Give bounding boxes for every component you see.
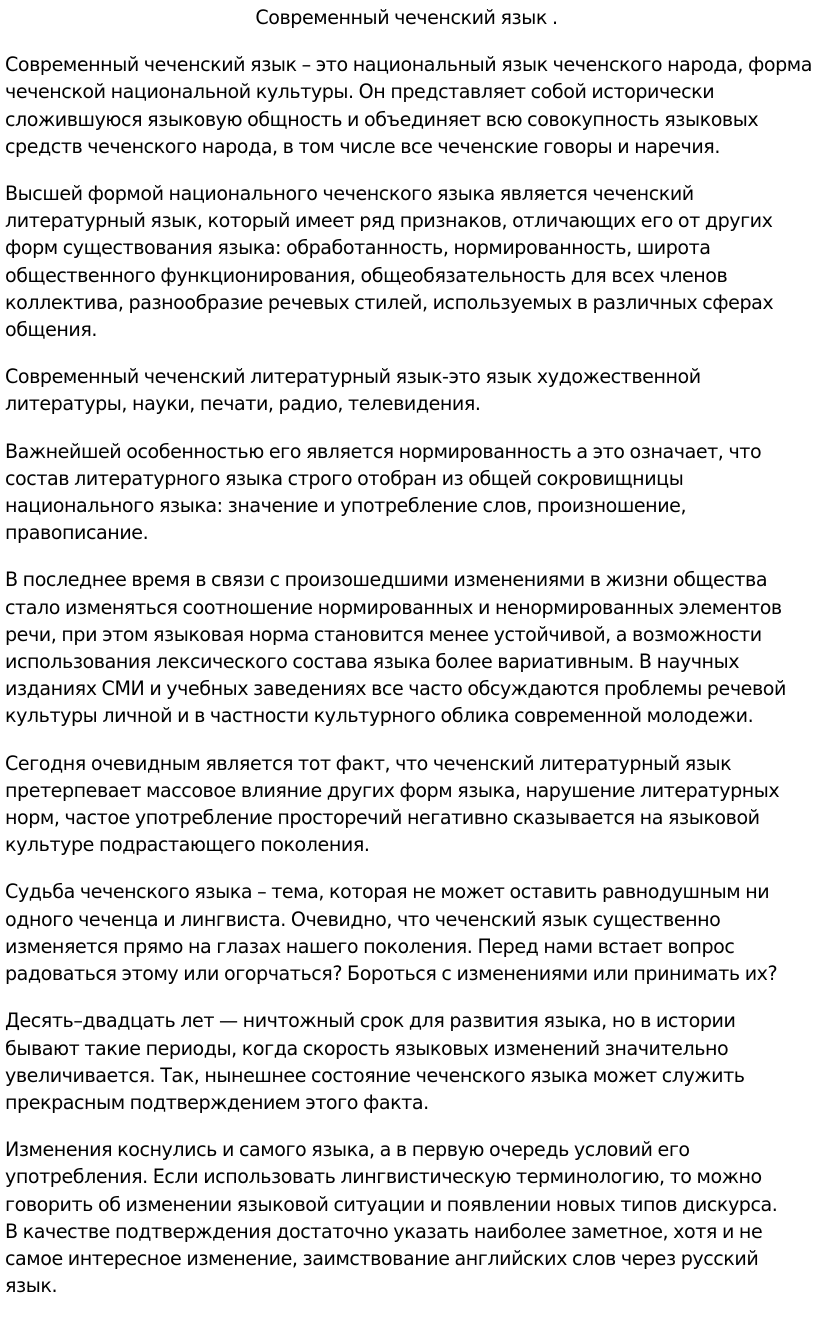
paragraph-5: В последнее время в связи с произошедшими изменениями в жизни общества стало изменяться соотношение нормированных и ненормированных элементов речи, при этом языковая норма становится менее устойчивой, а возможности использования лексического состава языка более вариативным. В научных изданиях СМИ и учебных заведениях все часто обсуждаются проблемы речевой культуры личной и в частности культурного облика современной молодежи. [5,568,786,728]
paragraph-8: Десять–двадцать лет — ничтожный срок для развития языка, но в истории бывают такие периоды, когда скорость языковых изменений значительно увеличивается. Так, нынешнее состояние чеченского языка может служить прекрасным подтверждением этого факта. [5,1009,745,1114]
paragraph-7: Судьба чеченского языка – тема, которая не может оставить равнодушным ни одного чеченца и лингвиста. Очевидно, что чеченский язык существенно изменяется прямо на глазах нашего поколения. Перед нами встает вопрос радоваться этому или огорчаться? Бороться с изменениями или принимать их? [5,880,778,986]
paragraph-1: Современный чеченский язык – это национальный язык чеченского народа, форма чеченской национальной культуры. Он представляет собой исторически сложившуюся языковую общность и объединяет всю совокупность языковых средств чеченского народа, в том числе все чеченские говоры и наречия. [5,53,812,158]
paragraph-9-part-2: В качестве подтверждения достаточно указать наиболее заметное, хотя и не самое интересное изменение, заимствование английских слов через русский язык. [5,1219,763,1298]
document-title: Современный чеченский язык . [255,6,558,29]
paragraph-9 [5,1136,814,1299]
paragraph-3: Современный чеченский литературный язык-это язык художественной литературы, науки, печати, радио, телевидения. [5,365,701,416]
paragraph-6: Сегодня очевидным является тот факт, что чеченский литературный язык претерпевает массовое влияние других форм языка, нарушение литературных норм, частое употребление просторечий негативно сказывается на языковой культуре подрастающего поколения. [5,751,780,857]
paragraph-9-part-1: Изменения коснулись и самого языка, а в первую очередь условий его употребления. Если использовать лингвистическую терминологию, то можно говорить об изменении языковой ситуации и появлении новых типов дискурса. [5,1138,778,1216]
paragraph-2: Высшей формой национального чеченского языка является чеченский литературный язык, который имеет ряд признаков, отличающих его от других форм существования языка: обработанность, нормированность, широта общественного функционирования, общеобязательность для всех членов коллектива, разнообразие речевых стилей, используемых в различных сферах общения. [5,182,774,342]
paragraph-4: Важнейшей особенностью его является нормированность а это означает, что состав литературного языка строго отобран из общей сокровищницы национального языка: значение и употребление слов, произношение, правописание. [5,439,762,545]
